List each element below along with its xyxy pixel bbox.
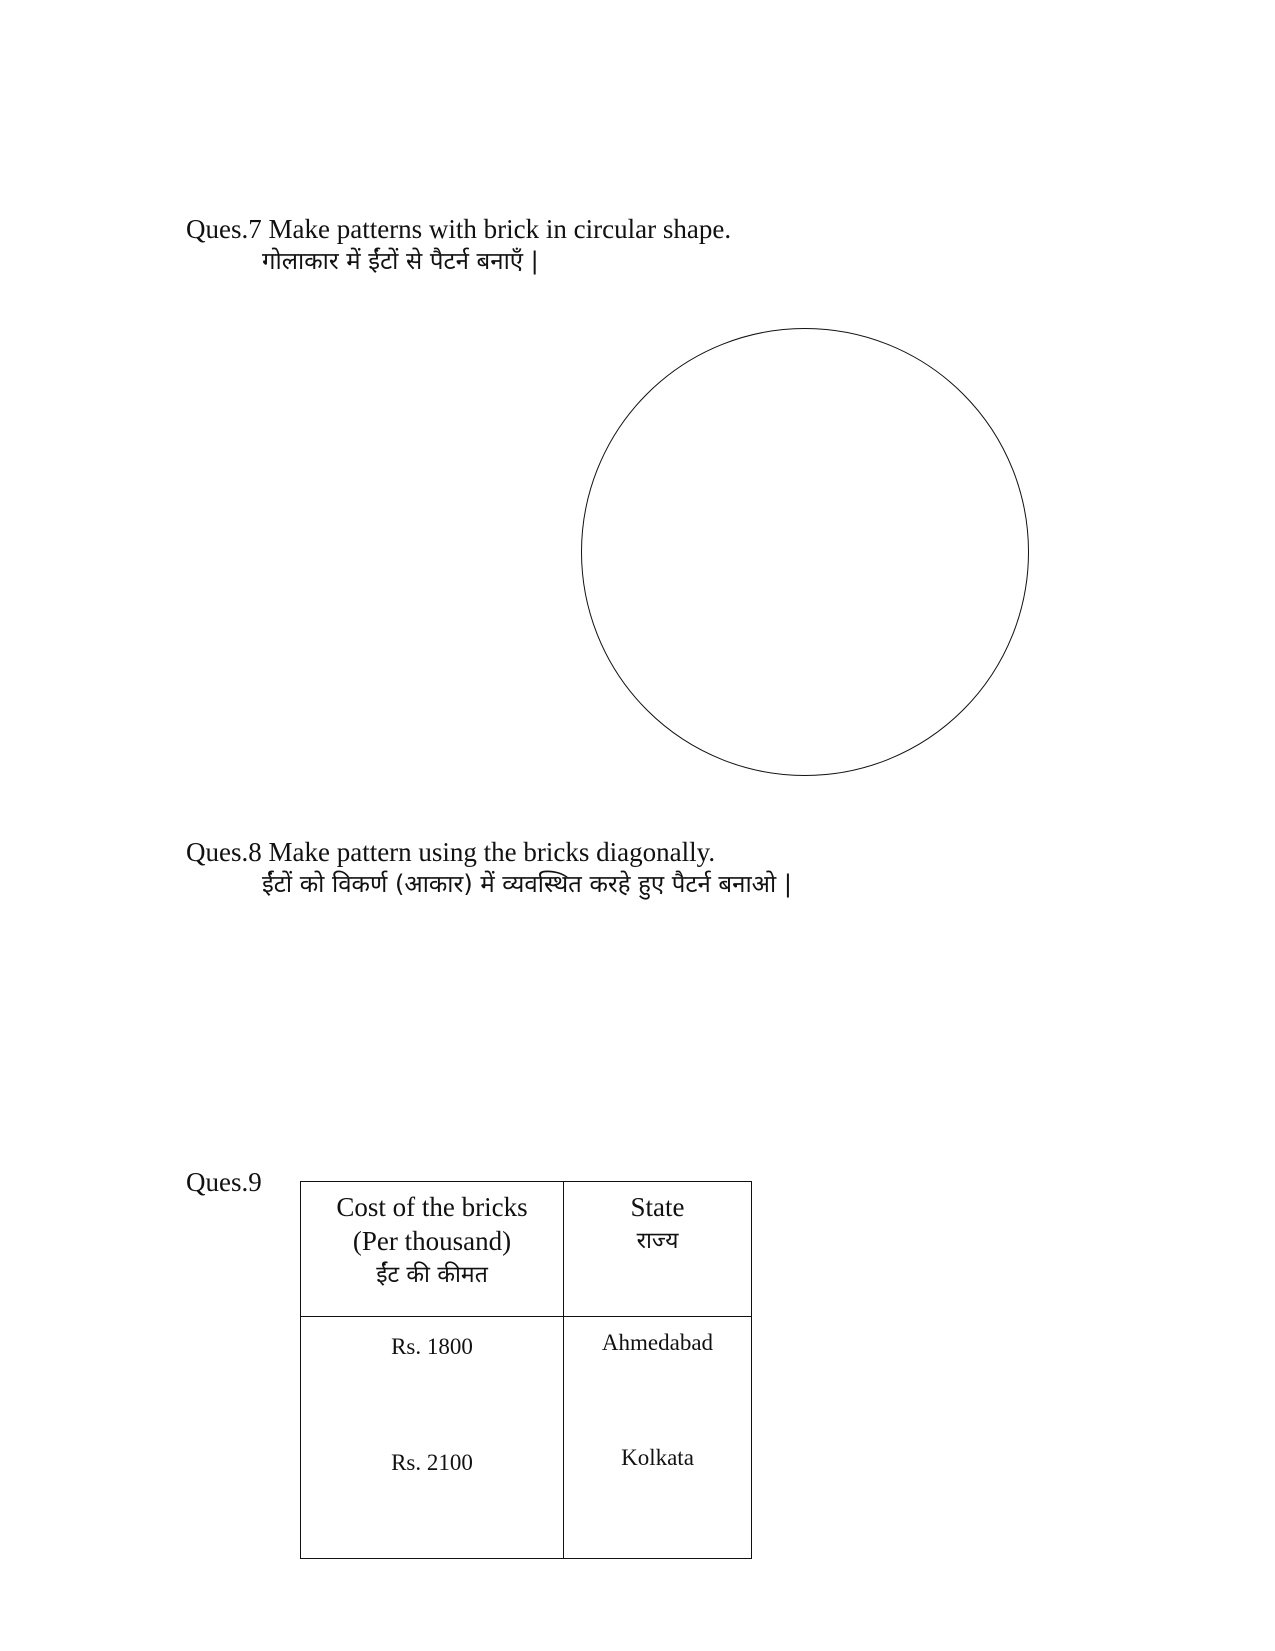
state-value-2: Kolkata (621, 1445, 694, 1470)
header-cost-line-2: (Per thousand) (352, 1226, 512, 1256)
table-body-row (301, 1317, 752, 1559)
question-8-title: Ques.8 Make pattern using the bricks diagonally. (186, 837, 716, 867)
header-state-hindi: राज्य (636, 1228, 679, 1254)
header-cost-hindi: ईंट की कीमत (376, 1262, 488, 1288)
state-column-cell (564, 1317, 752, 1559)
header-state-label: State (630, 1192, 685, 1222)
question-9-label: Ques.9 (186, 1167, 262, 1197)
header-state (564, 1182, 752, 1317)
question-7-hindi: गोलाकार में ईंटों से पैटर्न बनाएँ | (262, 247, 539, 275)
question-7-title: Ques.7 Make patterns with brick in circular shape. (186, 214, 732, 244)
cost-value-1: Rs. 1800 (391, 1334, 473, 1359)
question-8-hindi: ईंटों को विकर्ण (आकार) में व्यवस्थित करहे हुए पैटर्न बनाओ | (262, 870, 792, 898)
table-header-row (301, 1182, 752, 1317)
header-cost (301, 1182, 564, 1317)
header-cost-line-1: Cost of the bricks (336, 1192, 528, 1222)
cost-value-2: Rs. 2100 (391, 1450, 473, 1475)
drawing-circle (581, 328, 1029, 776)
cost-column-cell (301, 1317, 564, 1559)
state-value-1: Ahmedabad (601, 1330, 714, 1355)
brick-cost-table (300, 1181, 752, 1559)
